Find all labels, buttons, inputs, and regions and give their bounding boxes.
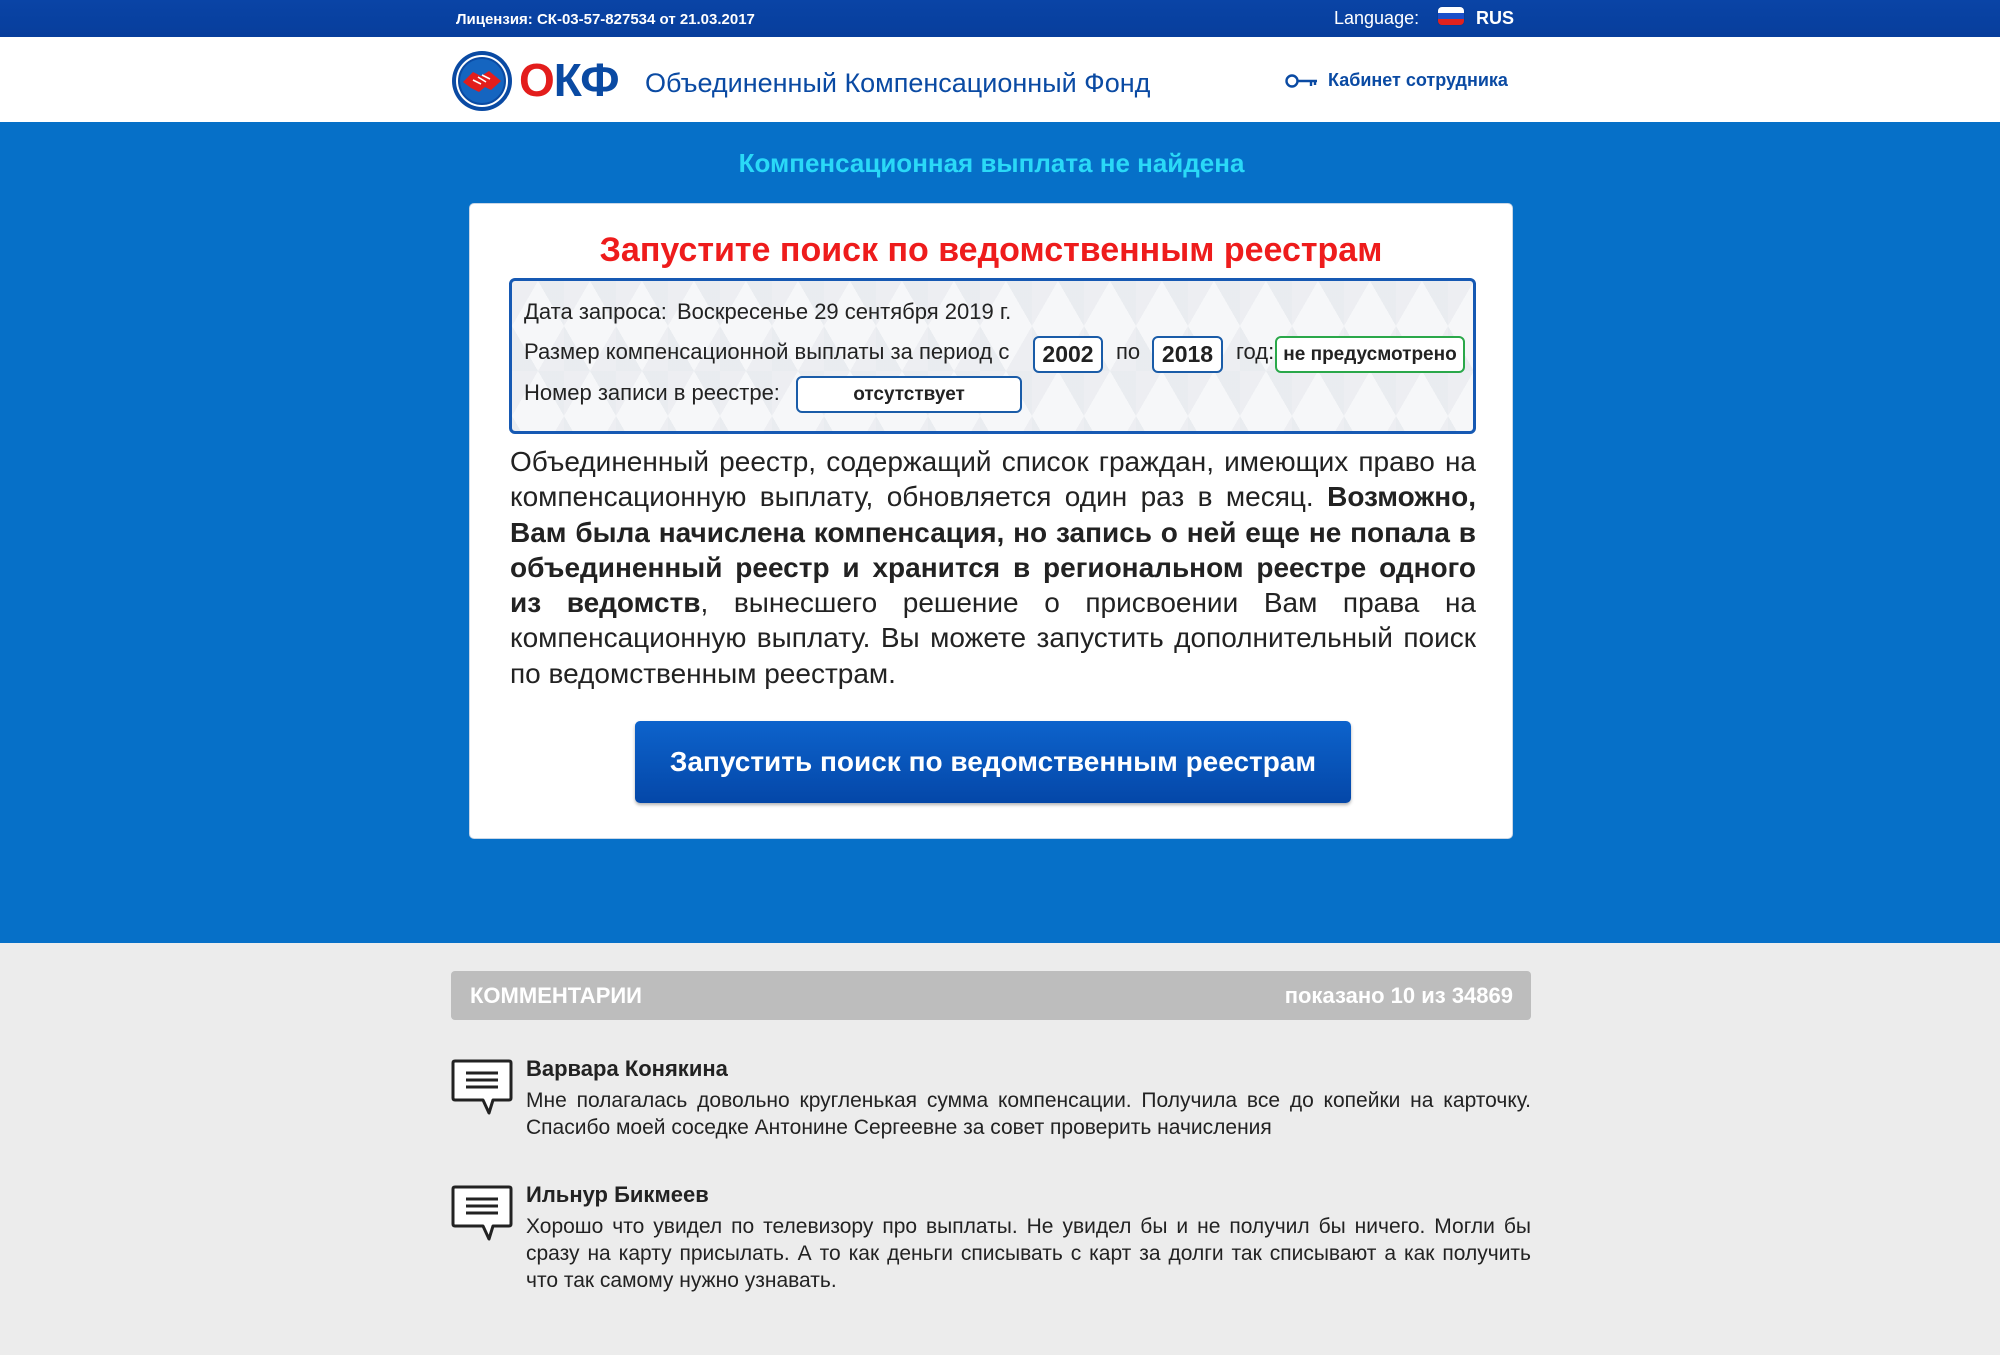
russian-flag-icon[interactable] [1438,7,1464,25]
record-number-value: отсутствует [796,376,1022,413]
comment-item [451,1182,1531,1322]
comment-text: Мне полагалась довольно кругленькая сумма компенсации. Получила все до копейки на карточку. Спасибо моей соседке Антонине Сергеевне за совет проверить начисления [526,1089,1531,1139]
key-icon [1285,73,1319,89]
license-text: Лицензия: СК-03-57-827534 от 21.03.2017 [456,11,755,28]
handshake-icon[interactable] [451,50,513,112]
request-date-label: Дата запроса: [524,299,667,324]
period-separator: по [1116,339,1141,364]
amount-value-badge: не предусмотрено [1275,336,1465,373]
language-selector[interactable]: RUS [1476,8,1515,28]
not-found-title: Компенсационная выплата не найдена [738,148,1245,178]
request-info-box [509,278,1476,434]
top-bar [0,0,2000,37]
year-from-field: 2002 [1033,336,1103,373]
language-label: Language: [1334,8,1420,28]
start-search-button[interactable]: Запустить поиск по ведомственным реестрам [635,721,1351,803]
year-to-field: 2018 [1152,336,1223,373]
employee-cabinet-label: Кабинет сотрудника [1328,70,1508,90]
comment-bubble-icon [451,1184,513,1244]
registry-description: Объединенный реестр, содержащий список граждан, имеющих право на компенсационную выплату, обновляется один раз в месяц. Возможно, Вам была начислена компенсация, но запись о ней еще не попала в объединенный реестр и хранится в региональном реестре одного из ведомств, вынесшего решение о присвоении Вам права на компенсационную выплату. Вы можете запустить дополнительный поиск по ведомственным реестрам. [510,446,1476,689]
request-date-value: Воскресенье 29 сентября 2019 г. [677,299,1012,324]
record-number-label: Номер записи в реестре: [524,380,780,405]
year-word: год: [1236,339,1275,364]
logo-abbreviation[interactable]: ОКФ [519,54,619,106]
registry-description-highlight: Возможно, Вам была начислена компенсация, но запись о ней еще не попала в объединенный реестр и хранится в региональном реестре одного из ведомств [510,481,1476,619]
comment-item [451,1056,1531,1166]
comment-author: Варвара Конякина [526,1056,728,1081]
card-title: Запустите поиск по ведомственным реестрам [599,231,1383,269]
comments-header [451,971,1531,1020]
comment-author: Ильнур Бикмеев [526,1182,709,1207]
comments-count: показано 10 из 34869 [1284,983,1513,1008]
search-card [469,203,1513,839]
comment-text: Хорошо что увидел по телевизору про выплаты. Не увидел бы и не получил бы ничего. Могли бы сразу на карту присылать. А то как деньги списывать с карт за долги так списывают а как получить что так самому нужно узнавать. [526,1215,1531,1292]
logo-name[interactable]: Объединенный Компенсационный Фонд [645,68,1151,98]
comments-title: КОММЕНТАРИИ [470,983,642,1008]
amount-label: Размер компенсационной выплаты за период с [524,339,1010,364]
comment-bubble-icon [451,1058,513,1118]
